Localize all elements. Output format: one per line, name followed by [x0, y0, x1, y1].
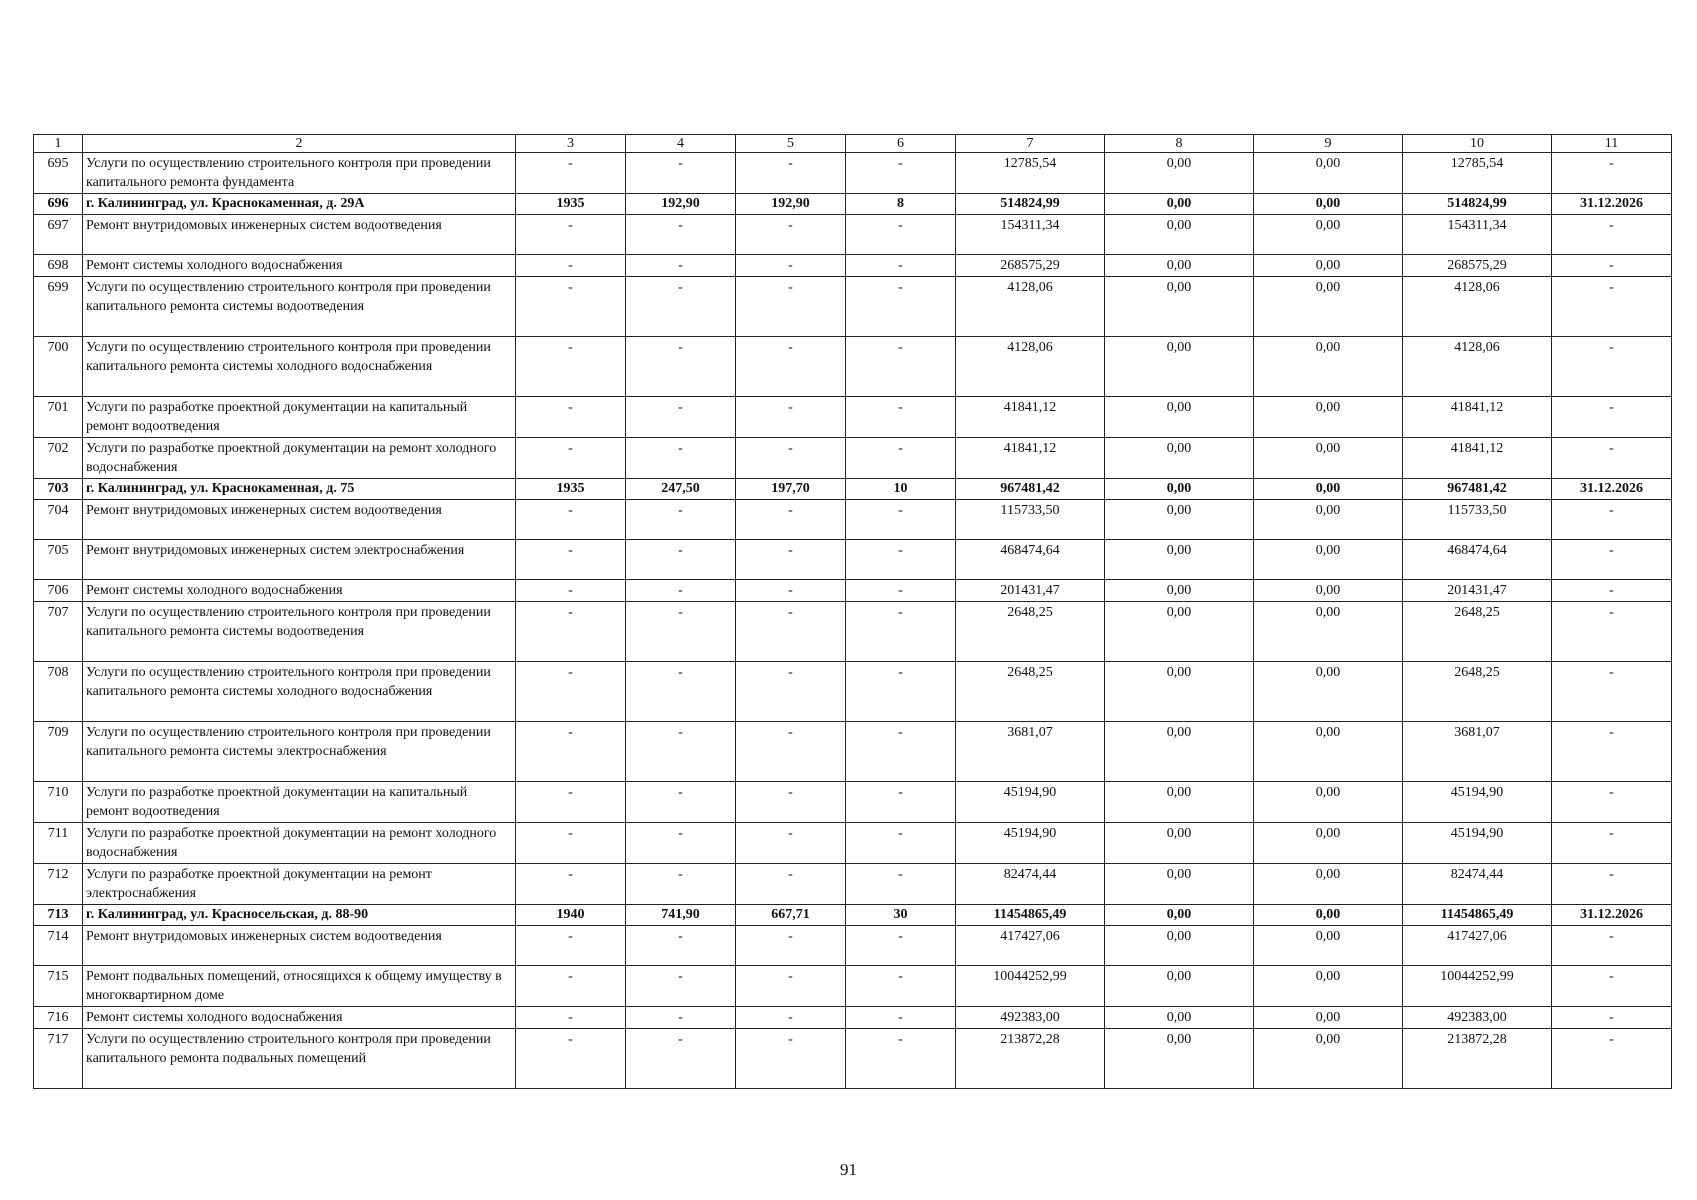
cell-col-9: 0,00 [1254, 1007, 1403, 1029]
table-row [34, 580, 1672, 602]
work-name: Услуги по осуществлению строительного контроля при проведении капитального ремонта системы водоотведения [83, 602, 516, 662]
row-number: 702 [34, 438, 83, 479]
cell-col-9: 0,00 [1254, 905, 1403, 926]
address-name: г. Калининград, ул. Краснокаменная, д. 75 [83, 479, 516, 500]
cell-col-10: 2648,25 [1403, 662, 1552, 722]
work-name: Ремонт внутридомовых инженерных систем электроснабжения [83, 540, 516, 580]
table-row [34, 926, 1672, 966]
cell-col-10: 417427,06 [1403, 926, 1552, 966]
cell-col-4: - [626, 823, 736, 864]
cell-col-8: 0,00 [1105, 255, 1254, 277]
cell-col-9: 0,00 [1254, 823, 1403, 864]
cell-col-3: 1935 [516, 479, 626, 500]
table-row [34, 215, 1672, 255]
cell-col-9: 0,00 [1254, 602, 1403, 662]
cell-col-10: 967481,42 [1403, 479, 1552, 500]
cell-col-10: 213872,28 [1403, 1029, 1552, 1089]
cell-col-4: - [626, 1029, 736, 1089]
header-cell: 11 [1552, 135, 1672, 153]
address-name: г. Калининград, ул. Краснокаменная, д. 29А [83, 194, 516, 215]
cell-col-8: 0,00 [1105, 194, 1254, 215]
cell-col-7: 514824,99 [956, 194, 1105, 215]
cell-col-4: - [626, 966, 736, 1007]
cell-col-4: - [626, 277, 736, 337]
cell-col-10: 4128,06 [1403, 337, 1552, 397]
cell-col-6: - [846, 397, 956, 438]
cell-col-11: - [1552, 966, 1672, 1007]
cell-col-7: 268575,29 [956, 255, 1105, 277]
row-number: 700 [34, 337, 83, 397]
cell-col-6: - [846, 823, 956, 864]
cell-col-11: - [1552, 1007, 1672, 1029]
cell-col-11: - [1552, 277, 1672, 337]
cell-col-4: - [626, 255, 736, 277]
cell-col-6: - [846, 782, 956, 823]
cell-col-7: 4128,06 [956, 337, 1105, 397]
cell-col-5: - [736, 966, 846, 1007]
cell-col-7: 967481,42 [956, 479, 1105, 500]
cell-col-9: 0,00 [1254, 397, 1403, 438]
work-name: Ремонт системы холодного водоснабжения [83, 1007, 516, 1029]
cell-col-4: - [626, 500, 736, 540]
cell-col-8: 0,00 [1105, 926, 1254, 966]
cell-col-5: - [736, 255, 846, 277]
row-number: 701 [34, 397, 83, 438]
cell-col-3: - [516, 337, 626, 397]
row-number: 699 [34, 277, 83, 337]
cell-col-8: 0,00 [1105, 540, 1254, 580]
cell-col-3: - [516, 926, 626, 966]
cell-col-4: - [626, 926, 736, 966]
cell-col-3: - [516, 722, 626, 782]
table-row [34, 397, 1672, 438]
cell-col-11: - [1552, 255, 1672, 277]
cell-col-7: 2648,25 [956, 602, 1105, 662]
cell-col-4: - [626, 153, 736, 194]
work-name: Ремонт системы холодного водоснабжения [83, 255, 516, 277]
cell-col-9: 0,00 [1254, 540, 1403, 580]
cell-col-7: 2648,25 [956, 662, 1105, 722]
cell-col-11: 31.12.2026 [1552, 194, 1672, 215]
work-name: Услуги по осуществлению строительного контроля при проведении капитального ремонта подвальных помещений [83, 1029, 516, 1089]
cell-col-7: 41841,12 [956, 397, 1105, 438]
cell-col-3: - [516, 255, 626, 277]
cell-col-6: - [846, 540, 956, 580]
cell-col-6: - [846, 722, 956, 782]
cell-col-5: - [736, 1007, 846, 1029]
cell-col-5: - [736, 823, 846, 864]
cell-col-10: 468474,64 [1403, 540, 1552, 580]
row-number: 705 [34, 540, 83, 580]
cell-col-5: - [736, 602, 846, 662]
cell-col-6: - [846, 966, 956, 1007]
cell-col-8: 0,00 [1105, 966, 1254, 1007]
cell-col-4: - [626, 864, 736, 905]
cell-col-3: - [516, 602, 626, 662]
cell-col-6: 10 [846, 479, 956, 500]
register-sheet [33, 134, 1672, 1089]
header-cell: 9 [1254, 135, 1403, 153]
work-name: Ремонт системы холодного водоснабжения [83, 580, 516, 602]
cell-col-8: 0,00 [1105, 277, 1254, 337]
cell-col-3: - [516, 823, 626, 864]
work-name: Ремонт внутридомовых инженерных систем водоотведения [83, 500, 516, 540]
cell-col-7: 45194,90 [956, 782, 1105, 823]
repair-register-table [33, 134, 1672, 1089]
cell-col-5: 197,70 [736, 479, 846, 500]
cell-col-11: - [1552, 540, 1672, 580]
cell-col-8: 0,00 [1105, 337, 1254, 397]
cell-col-5: - [736, 722, 846, 782]
table-row [34, 823, 1672, 864]
cell-col-11: - [1552, 1029, 1672, 1089]
cell-col-10: 268575,29 [1403, 255, 1552, 277]
cell-col-5: - [736, 540, 846, 580]
work-name: Услуги по разработке проектной документации на ремонт электроснабжения [83, 864, 516, 905]
cell-col-9: 0,00 [1254, 782, 1403, 823]
cell-col-10: 12785,54 [1403, 153, 1552, 194]
cell-col-7: 10044252,99 [956, 966, 1105, 1007]
cell-col-6: 8 [846, 194, 956, 215]
cell-col-3: - [516, 540, 626, 580]
cell-col-7: 11454865,49 [956, 905, 1105, 926]
work-name: Услуги по осуществлению строительного контроля при проведении капитального ремонта системы водоотведения [83, 277, 516, 337]
table-row [34, 337, 1672, 397]
cell-col-10: 4128,06 [1403, 277, 1552, 337]
cell-col-3: - [516, 580, 626, 602]
header-cell: 7 [956, 135, 1105, 153]
cell-col-3: - [516, 966, 626, 1007]
cell-col-9: 0,00 [1254, 255, 1403, 277]
cell-col-3: - [516, 782, 626, 823]
cell-col-5: - [736, 500, 846, 540]
work-name: Услуги по разработке проектной документации на ремонт холодного водоснабжения [83, 823, 516, 864]
table-row [34, 602, 1672, 662]
cell-col-7: 201431,47 [956, 580, 1105, 602]
cell-col-5: 667,71 [736, 905, 846, 926]
cell-col-6: 30 [846, 905, 956, 926]
cell-col-9: 0,00 [1254, 438, 1403, 479]
cell-col-10: 10044252,99 [1403, 966, 1552, 1007]
cell-col-4: - [626, 1007, 736, 1029]
cell-col-10: 41841,12 [1403, 397, 1552, 438]
table-row [34, 864, 1672, 905]
cell-col-11: - [1552, 722, 1672, 782]
cell-col-8: 0,00 [1105, 823, 1254, 864]
cell-col-7: 492383,00 [956, 1007, 1105, 1029]
cell-col-5: - [736, 153, 846, 194]
cell-col-3: - [516, 1007, 626, 1029]
cell-col-4: 247,50 [626, 479, 736, 500]
cell-col-11: - [1552, 215, 1672, 255]
cell-col-9: 0,00 [1254, 194, 1403, 215]
cell-col-8: 0,00 [1105, 153, 1254, 194]
table-row [34, 1029, 1672, 1089]
cell-col-11: - [1552, 864, 1672, 905]
cell-col-5: - [736, 215, 846, 255]
cell-col-3: - [516, 662, 626, 722]
row-number: 717 [34, 1029, 83, 1089]
cell-col-10: 82474,44 [1403, 864, 1552, 905]
cell-col-6: - [846, 926, 956, 966]
cell-col-9: 0,00 [1254, 1029, 1403, 1089]
table-row [34, 255, 1672, 277]
cell-col-3: - [516, 500, 626, 540]
table-row [34, 662, 1672, 722]
cell-col-5: - [736, 397, 846, 438]
cell-col-9: 0,00 [1254, 926, 1403, 966]
cell-col-7: 4128,06 [956, 277, 1105, 337]
cell-col-8: 0,00 [1105, 722, 1254, 782]
table-row [34, 277, 1672, 337]
cell-col-8: 0,00 [1105, 580, 1254, 602]
cell-col-6: - [846, 277, 956, 337]
row-number: 703 [34, 479, 83, 500]
table-row [34, 153, 1672, 194]
cell-col-10: 11454865,49 [1403, 905, 1552, 926]
row-number: 713 [34, 905, 83, 926]
cell-col-9: 0,00 [1254, 277, 1403, 337]
cell-col-8: 0,00 [1105, 864, 1254, 905]
row-number: 708 [34, 662, 83, 722]
table-row [34, 966, 1672, 1007]
table-row [34, 500, 1672, 540]
row-number: 695 [34, 153, 83, 194]
header-cell: 5 [736, 135, 846, 153]
cell-col-4: - [626, 662, 736, 722]
cell-col-10: 514824,99 [1403, 194, 1552, 215]
row-number: 712 [34, 864, 83, 905]
address-row [34, 905, 1672, 926]
cell-col-8: 0,00 [1105, 905, 1254, 926]
row-number: 709 [34, 722, 83, 782]
work-name: Услуги по разработке проектной документации на капитальный ремонт водоотведения [83, 397, 516, 438]
cell-col-11: - [1552, 782, 1672, 823]
cell-col-10: 45194,90 [1403, 782, 1552, 823]
cell-col-11: - [1552, 580, 1672, 602]
header-cell: 4 [626, 135, 736, 153]
cell-col-5: - [736, 782, 846, 823]
header-cell: 6 [846, 135, 956, 153]
row-number: 710 [34, 782, 83, 823]
column-number-header [34, 135, 1672, 153]
cell-col-11: - [1552, 153, 1672, 194]
cell-col-4: - [626, 540, 736, 580]
cell-col-11: - [1552, 337, 1672, 397]
table-row [34, 782, 1672, 823]
cell-col-10: 45194,90 [1403, 823, 1552, 864]
cell-col-4: 192,90 [626, 194, 736, 215]
cell-col-9: 0,00 [1254, 215, 1403, 255]
cell-col-3: 1940 [516, 905, 626, 926]
cell-col-11: - [1552, 926, 1672, 966]
cell-col-9: 0,00 [1254, 500, 1403, 540]
address-row [34, 194, 1672, 215]
work-name: Ремонт внутридомовых инженерных систем водоотведения [83, 926, 516, 966]
header-cell: 8 [1105, 135, 1254, 153]
work-name: Услуги по осуществлению строительного контроля при проведении капитального ремонта системы холодного водоснабжения [83, 662, 516, 722]
cell-col-10: 3681,07 [1403, 722, 1552, 782]
row-number: 696 [34, 194, 83, 215]
cell-col-11: - [1552, 602, 1672, 662]
cell-col-4: - [626, 215, 736, 255]
cell-col-5: - [736, 277, 846, 337]
cell-col-9: 0,00 [1254, 153, 1403, 194]
cell-col-9: 0,00 [1254, 722, 1403, 782]
table-row [34, 540, 1672, 580]
cell-col-8: 0,00 [1105, 1029, 1254, 1089]
row-number: 716 [34, 1007, 83, 1029]
cell-col-5: - [736, 1029, 846, 1089]
cell-col-8: 0,00 [1105, 479, 1254, 500]
table-row [34, 722, 1672, 782]
work-name: Ремонт подвальных помещений, относящихся к общему имуществу в многоквартирном доме [83, 966, 516, 1007]
cell-col-3: - [516, 153, 626, 194]
work-name: Услуги по осуществлению строительного контроля при проведении капитального ремонта фундамента [83, 153, 516, 194]
cell-col-7: 468474,64 [956, 540, 1105, 580]
cell-col-11: - [1552, 397, 1672, 438]
work-name: Услуги по осуществлению строительного контроля при проведении капитального ремонта системы электроснабжения [83, 722, 516, 782]
cell-col-7: 213872,28 [956, 1029, 1105, 1089]
page-number: 91 [840, 1160, 857, 1179]
cell-col-7: 3681,07 [956, 722, 1105, 782]
cell-col-11: - [1552, 662, 1672, 722]
cell-col-8: 0,00 [1105, 500, 1254, 540]
cell-col-10: 492383,00 [1403, 1007, 1552, 1029]
cell-col-11: - [1552, 823, 1672, 864]
cell-col-10: 41841,12 [1403, 438, 1552, 479]
row-number: 707 [34, 602, 83, 662]
cell-col-6: - [846, 438, 956, 479]
cell-col-8: 0,00 [1105, 1007, 1254, 1029]
cell-col-5: - [736, 864, 846, 905]
cell-col-7: 115733,50 [956, 500, 1105, 540]
cell-col-6: - [846, 337, 956, 397]
cell-col-6: - [846, 500, 956, 540]
cell-col-8: 0,00 [1105, 782, 1254, 823]
cell-col-4: - [626, 337, 736, 397]
cell-col-6: - [846, 255, 956, 277]
row-number: 711 [34, 823, 83, 864]
cell-col-8: 0,00 [1105, 215, 1254, 255]
cell-col-5: 192,90 [736, 194, 846, 215]
row-number: 697 [34, 215, 83, 255]
cell-col-10: 2648,25 [1403, 602, 1552, 662]
cell-col-3: - [516, 215, 626, 255]
cell-col-5: - [736, 926, 846, 966]
cell-col-9: 0,00 [1254, 966, 1403, 1007]
cell-col-3: - [516, 864, 626, 905]
cell-col-7: 154311,34 [956, 215, 1105, 255]
header-cell: 10 [1403, 135, 1552, 153]
cell-col-11: - [1552, 500, 1672, 540]
cell-col-6: - [846, 662, 956, 722]
cell-col-7: 45194,90 [956, 823, 1105, 864]
cell-col-7: 41841,12 [956, 438, 1105, 479]
cell-col-8: 0,00 [1105, 438, 1254, 479]
cell-col-7: 417427,06 [956, 926, 1105, 966]
cell-col-5: - [736, 337, 846, 397]
cell-col-4: - [626, 580, 736, 602]
work-name: Ремонт внутридомовых инженерных систем водоотведения [83, 215, 516, 255]
row-number: 698 [34, 255, 83, 277]
work-name: Услуги по разработке проектной документации на капитальный ремонт водоотведения [83, 782, 516, 823]
cell-col-5: - [736, 662, 846, 722]
cell-col-6: - [846, 602, 956, 662]
cell-col-6: - [846, 153, 956, 194]
cell-col-3: - [516, 438, 626, 479]
cell-col-9: 0,00 [1254, 337, 1403, 397]
cell-col-4: - [626, 438, 736, 479]
cell-col-5: - [736, 580, 846, 602]
cell-col-5: - [736, 438, 846, 479]
cell-col-3: 1935 [516, 194, 626, 215]
header-cell: 2 [83, 135, 516, 153]
cell-col-6: - [846, 215, 956, 255]
cell-col-11: - [1552, 438, 1672, 479]
cell-col-10: 201431,47 [1403, 580, 1552, 602]
cell-col-6: - [846, 864, 956, 905]
cell-col-4: - [626, 722, 736, 782]
cell-col-9: 0,00 [1254, 479, 1403, 500]
cell-col-6: - [846, 580, 956, 602]
cell-col-9: 0,00 [1254, 580, 1403, 602]
header-cell: 3 [516, 135, 626, 153]
table-row [34, 438, 1672, 479]
row-number: 704 [34, 500, 83, 540]
row-number: 706 [34, 580, 83, 602]
cell-col-8: 0,00 [1105, 662, 1254, 722]
address-row [34, 479, 1672, 500]
row-number: 715 [34, 966, 83, 1007]
cell-col-8: 0,00 [1105, 602, 1254, 662]
work-name: Услуги по разработке проектной документации на ремонт холодного водоснабжения [83, 438, 516, 479]
cell-col-8: 0,00 [1105, 397, 1254, 438]
cell-col-9: 0,00 [1254, 662, 1403, 722]
table-row [34, 1007, 1672, 1029]
cell-col-6: - [846, 1029, 956, 1089]
cell-col-11: 31.12.2026 [1552, 479, 1672, 500]
cell-col-4: - [626, 602, 736, 662]
cell-col-4: 741,90 [626, 905, 736, 926]
row-number: 714 [34, 926, 83, 966]
cell-col-4: - [626, 397, 736, 438]
cell-col-6: - [846, 1007, 956, 1029]
cell-col-3: - [516, 1029, 626, 1089]
cell-col-10: 154311,34 [1403, 215, 1552, 255]
address-name: г. Калининград, ул. Красносельская, д. 88-90 [83, 905, 516, 926]
header-cell: 1 [34, 135, 83, 153]
cell-col-7: 82474,44 [956, 864, 1105, 905]
cell-col-3: - [516, 397, 626, 438]
work-name: Услуги по осуществлению строительного контроля при проведении капитального ремонта системы холодного водоснабжения [83, 337, 516, 397]
cell-col-4: - [626, 782, 736, 823]
cell-col-11: 31.12.2026 [1552, 905, 1672, 926]
cell-col-3: - [516, 277, 626, 337]
cell-col-10: 115733,50 [1403, 500, 1552, 540]
cell-col-9: 0,00 [1254, 864, 1403, 905]
cell-col-7: 12785,54 [956, 153, 1105, 194]
